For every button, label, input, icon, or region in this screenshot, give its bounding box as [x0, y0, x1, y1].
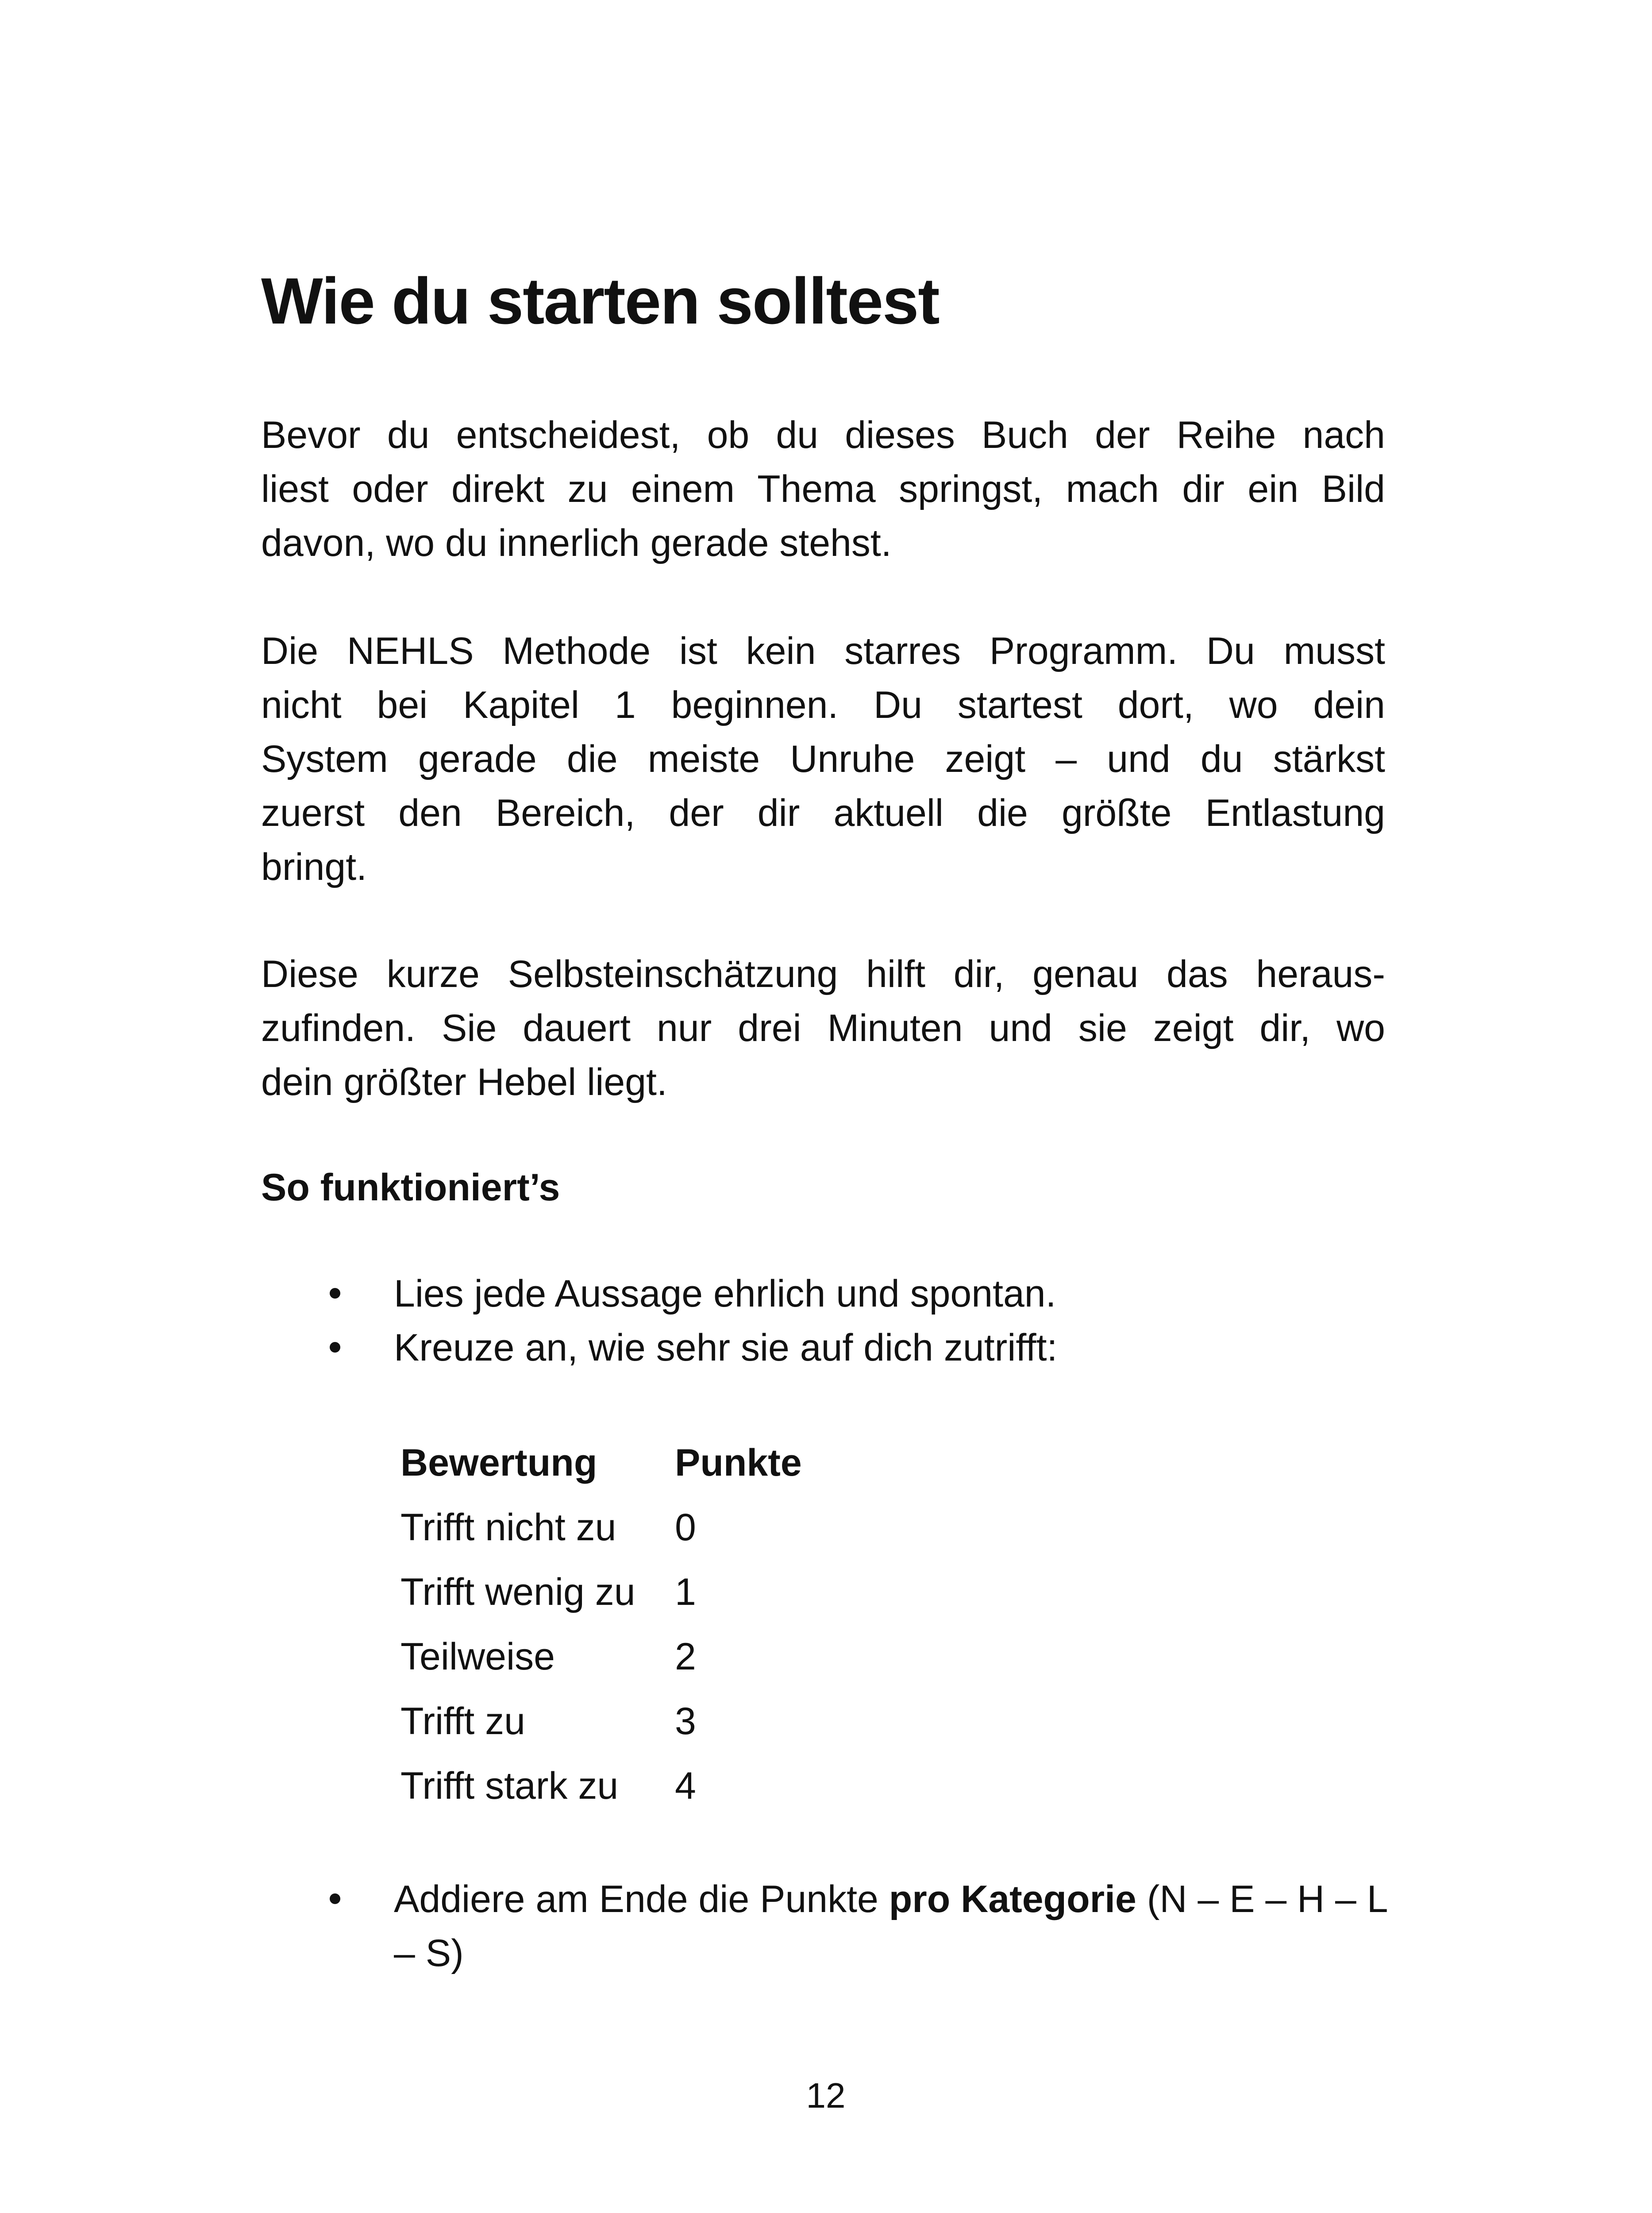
category-emphasis: pro Kategorie [889, 1878, 1136, 1920]
summary-instruction-item [330, 1872, 1387, 1980]
paragraph-line: Die NEHLS Methode ist kein starres Programm. Du musst [261, 630, 1385, 672]
paragraph-line: liest oder direkt zu einem Thema springst, mach dir ein Bild [261, 468, 1385, 510]
points-cell: 1 [675, 1571, 696, 1613]
paragraph-line: dein größter Hebel liegt. [261, 1061, 667, 1103]
summary-instruction-list [330, 1872, 1387, 1980]
points-cell: 2 [675, 1635, 696, 1678]
points-cell: 4 [675, 1765, 696, 1807]
paragraph-line: Diese kurze Selbsteinschätzung hilft dir, genau das heraus- [261, 953, 1385, 995]
instruction-list [330, 1267, 1387, 1375]
instruction-list-item [330, 1321, 1387, 1375]
rating-cell: Trifft stark zu [400, 1765, 619, 1807]
points-column-header: Punkte [675, 1442, 802, 1484]
paragraph-line: System gerade die meiste Unruhe zeigt – und du stärkst [261, 738, 1385, 780]
points-cell: 3 [675, 1700, 696, 1743]
bullet-icon [330, 1288, 340, 1299]
points-cell: 0 [675, 1506, 696, 1549]
paragraph-line: nicht bei Kapitel 1 beginnen. Du startest dort, wo dein [261, 684, 1385, 726]
table-header-row [400, 1430, 834, 1495]
self-assessment-paragraph [261, 947, 1385, 1109]
rating-column-header: Bewertung [400, 1442, 597, 1484]
rating-cell: Teilweise [400, 1635, 555, 1678]
rating-cell: Trifft wenig zu [400, 1571, 635, 1613]
table-row [400, 1689, 834, 1754]
score-table-body [400, 1495, 834, 1818]
table-row [400, 1624, 834, 1689]
table-row [400, 1754, 834, 1818]
paragraph-line: zuerst den Bereich, der dir aktuell die größte Entlastung [261, 792, 1385, 834]
paragraph-line: bringt. [261, 846, 367, 888]
instruction-list-item [330, 1267, 1387, 1321]
rating-cell: Trifft zu [400, 1700, 525, 1743]
table-row [400, 1560, 834, 1624]
paragraph-line: zufinden. Sie dauert nur drei Minuten und sie zeigt dir, wo [261, 1007, 1385, 1049]
table-row [400, 1495, 834, 1560]
score-table [400, 1430, 834, 1818]
instruction-text: Lies jede Aussage ehrlich und spontan. [394, 1272, 1056, 1315]
score-table-header [400, 1430, 834, 1495]
page-number: 12 [806, 2076, 846, 2115]
summary-prefix: Addiere am Ende die Punkte [394, 1878, 889, 1920]
intro-paragraph [261, 408, 1385, 570]
paragraph-line: Bevor du entscheidest, ob du dieses Buch der Reihe nach [261, 414, 1385, 456]
section-subheading: So funktioniert’s [261, 1166, 560, 1209]
page-heading: Wie du starten solltest [261, 265, 939, 338]
bullet-icon [330, 1893, 340, 1904]
method-paragraph [261, 624, 1385, 894]
bullet-icon [330, 1342, 340, 1353]
rating-cell: Trifft nicht zu [400, 1506, 616, 1549]
category-list: (N – E – H – L – S) [394, 1878, 1387, 1974]
paragraph-line: davon, wo du innerlich gerade stehst. [261, 522, 892, 564]
instruction-text: Kreuze an, wie sehr sie auf dich zutrifft: [394, 1326, 1058, 1369]
